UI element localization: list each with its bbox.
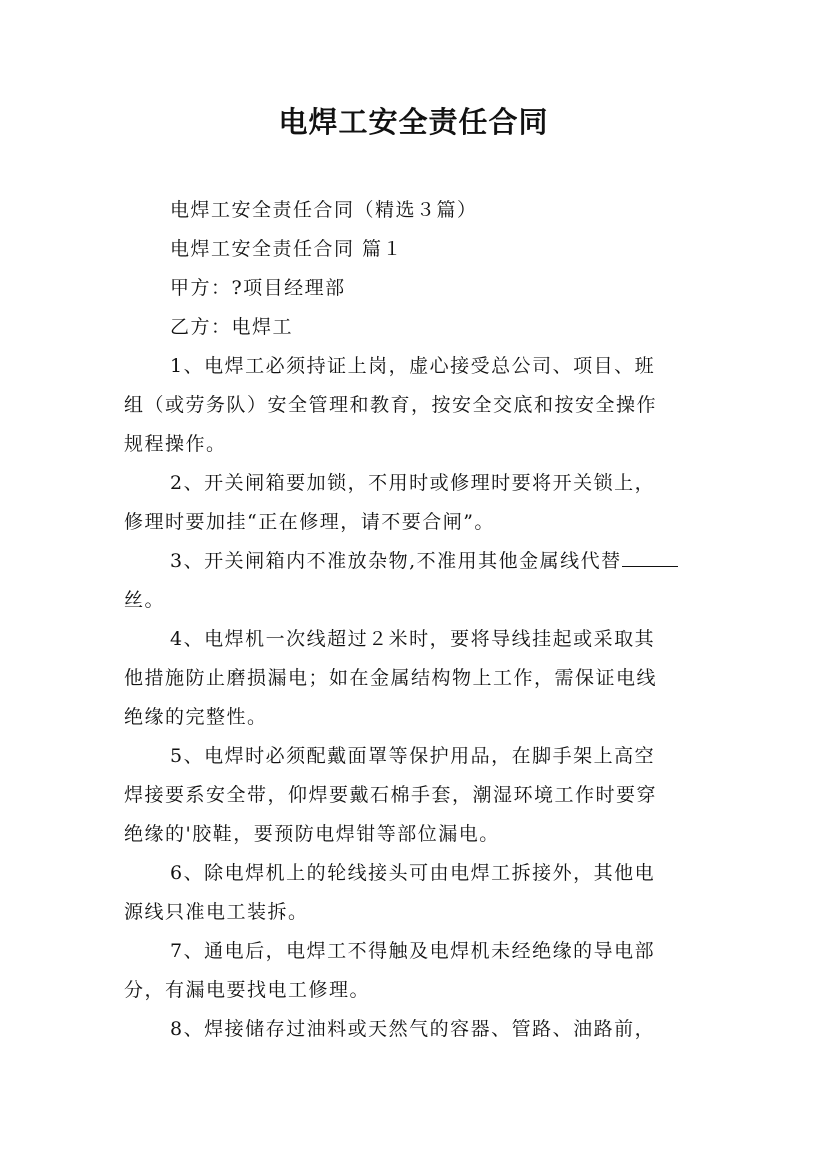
body-line: 他措施防止磨损漏电；如在金属结构物上工作，需保证电线 <box>124 667 658 689</box>
document-body <box>124 191 704 1049</box>
body-line: 焊接要系安全带，仰焊要戴石棉手套，潮湿环境工作时要穿 <box>124 784 658 806</box>
body-line: 电焊工安全责任合同 篇１ <box>170 238 404 260</box>
body-line: 4、电焊机一次线超过２米时，要将导线挂起或采取其 <box>170 628 656 650</box>
body-line: 绝缘的完整性。 <box>124 706 268 728</box>
body-line: 1、电焊工必须持证上岗，虚心接受总公司、项目、班 <box>170 355 656 377</box>
body-line-with-blank <box>124 542 704 581</box>
body-line: 乙方：电焊工 <box>170 316 294 338</box>
body-line: 电焊工安全责任合同（精选３篇） <box>170 199 478 221</box>
fill-in-blank <box>622 546 678 567</box>
body-line: 6、除电焊机上的轮线接头可由电焊工拆接外，其他电 <box>170 862 656 884</box>
body-line: 绝缘的'胶鞋，要预防电焊钳等部位漏电。 <box>124 823 500 845</box>
body-line: 修理时要加挂“正在修理，请不要合闸”。 <box>124 511 495 533</box>
body-line: 甲方：?项目经理部 <box>170 277 346 299</box>
body-line-text: 3、开关闸箱内不准放杂物,不准用其他金属线代替 <box>170 550 622 572</box>
document-title: 电焊工安全责任合同 <box>278 105 549 139</box>
body-line: 规程操作。 <box>124 433 227 455</box>
body-line: 2、开关闸箱要加锁，不用时或修理时要将开关锁上， <box>170 472 656 494</box>
body-line: 5、电焊时必须配戴面罩等保护用品，在脚手架上高空 <box>170 745 656 767</box>
body-line: 8、焊接储存过油料或天然气的容器、管路、油路前， <box>170 1018 656 1040</box>
body-line: 源线只准电工装拆。 <box>124 901 309 923</box>
body-line: 分，有漏电要找电工修理。 <box>124 979 371 1001</box>
body-line: 7、通电后，电焊工不得触及电焊机未经绝缘的导电部 <box>170 940 656 962</box>
body-line: 丝。 <box>124 589 166 611</box>
body-line: 组（或劳务队）安全管理和教育，按安全交底和按安全操作 <box>124 394 658 416</box>
